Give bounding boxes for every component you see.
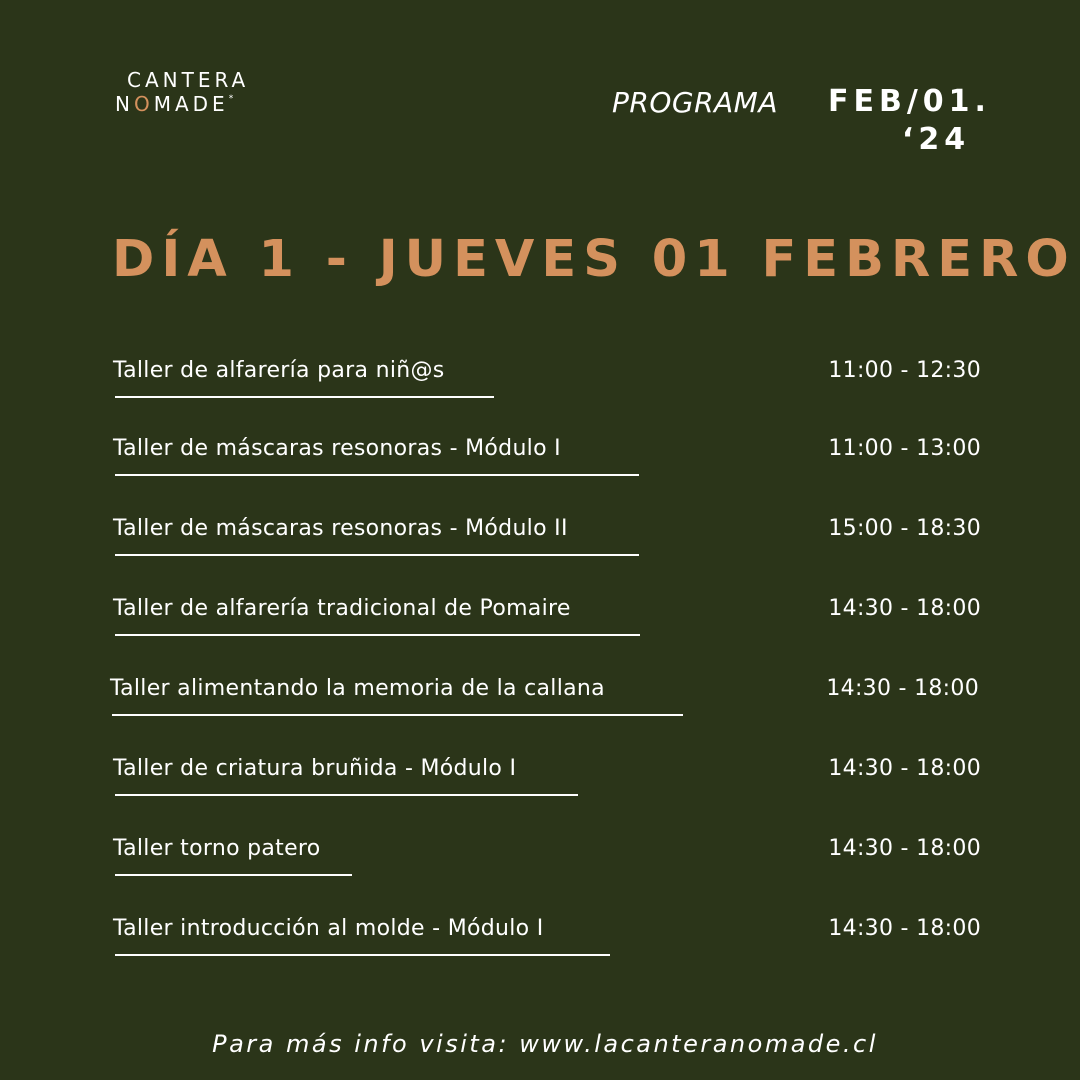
workshop-row: [0, 358, 1080, 418]
workshop-name: Taller de máscaras resonoras - Módulo II: [113, 516, 568, 541]
workshop-underline: [115, 634, 640, 636]
workshop-name: Taller alimentando la memoria de la callana: [110, 676, 605, 701]
workshop-name: Taller de máscaras resonoras - Módulo I: [113, 436, 561, 461]
workshop-name: Taller de alfarería para niñ@s: [113, 358, 445, 383]
workshop-name: Taller torno patero: [113, 836, 321, 861]
workshop-row: [0, 836, 1080, 896]
date-line-2: ‘24: [902, 122, 971, 157]
workshop-time: 14:30 - 18:00: [826, 676, 979, 701]
workshop-row: [0, 516, 1080, 576]
workshop-underline: [115, 874, 352, 876]
workshop-row: [0, 596, 1080, 656]
workshop-underline: [115, 554, 639, 556]
workshop-name: Taller de alfarería tradicional de Pomaire: [113, 596, 571, 621]
workshop-time: 11:00 - 12:30: [828, 358, 981, 383]
workshop-time: 14:30 - 18:00: [828, 756, 981, 781]
date-line-1: FEB/01.: [828, 84, 991, 119]
workshop-time: 15:00 - 18:30: [828, 516, 981, 541]
workshop-time: 14:30 - 18:00: [828, 916, 981, 941]
workshop-time: 11:00 - 13:00: [828, 436, 981, 461]
workshop-time: 14:30 - 18:00: [828, 596, 981, 621]
workshop-name: Taller introducción al molde - Módulo I: [113, 916, 544, 941]
logo-asterisk: *: [228, 94, 234, 104]
brand-logo: [115, 68, 275, 120]
day-title: DÍA 1 - JUEVES 01 FEBRERO: [112, 230, 1076, 289]
workshop-row: [0, 676, 1080, 736]
workshop-row: [0, 436, 1080, 496]
logo-letter-n: N: [115, 92, 134, 116]
workshop-row: [0, 756, 1080, 816]
workshop-underline: [115, 794, 578, 796]
workshop-underline: [115, 954, 610, 956]
workshop-underline: [115, 474, 639, 476]
workshop-time: 14:30 - 18:00: [828, 836, 981, 861]
logo-letters-made: MADE: [153, 92, 229, 116]
workshop-underline: [112, 714, 683, 716]
logo-line-2: [115, 92, 233, 116]
workshop-row: [0, 916, 1080, 976]
workshop-underline: [115, 396, 494, 398]
logo-line-1: CANTERA: [127, 68, 250, 92]
workshop-name: Taller de criatura bruñida - Módulo I: [113, 756, 517, 781]
logo-bear-o-icon: O: [133, 92, 154, 116]
footer-info-link: Para más info visita: www.lacanteranomade.cl: [212, 1030, 878, 1058]
program-label: PROGRAMA: [612, 86, 778, 119]
